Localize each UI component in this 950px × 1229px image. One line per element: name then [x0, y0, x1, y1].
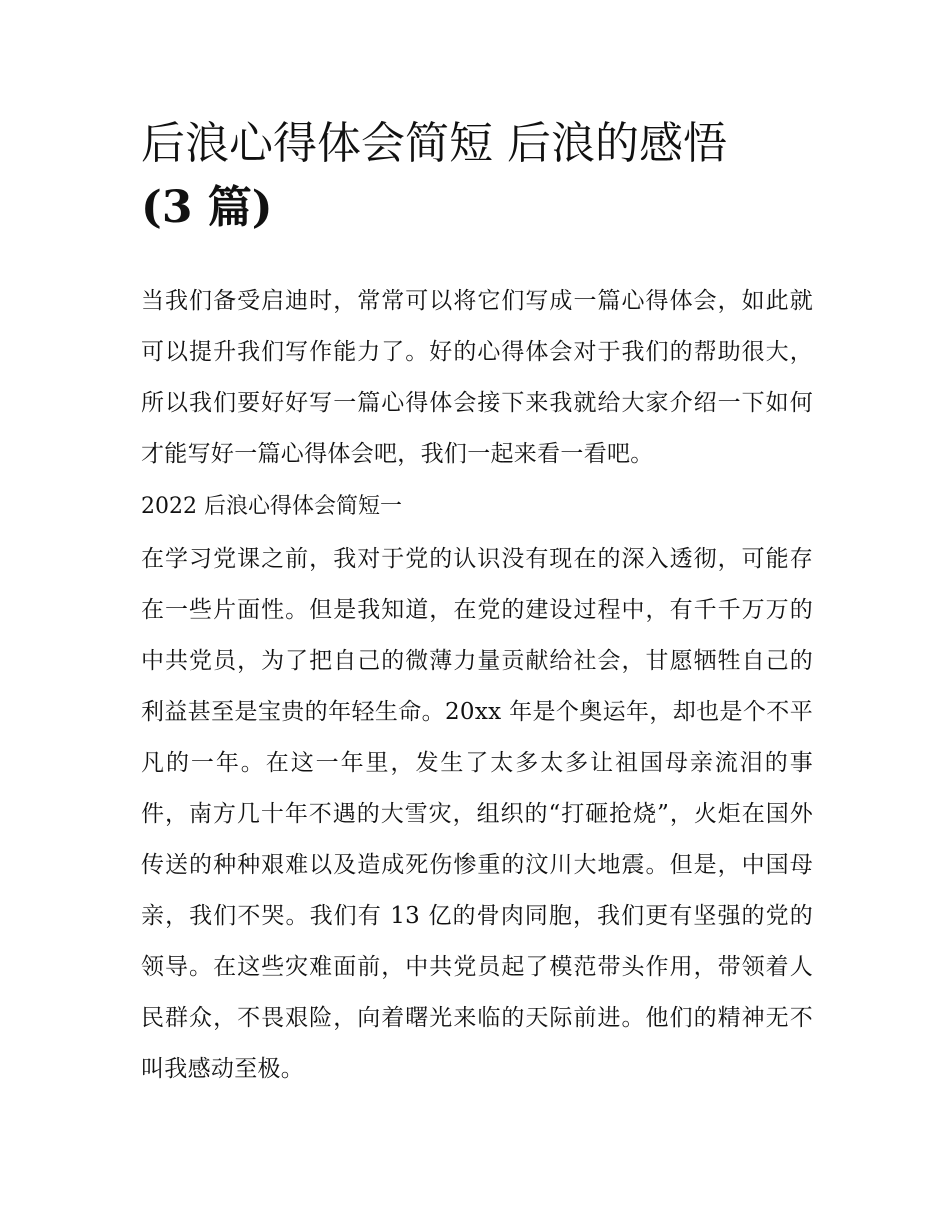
document-content: [141, 112, 813, 1095]
title-line-2: (3 篇): [141, 182, 273, 233]
title-line-1: 后浪心得体会简短 后浪的感悟: [141, 118, 727, 169]
intro-paragraph: 当我们备受启迪时，常常可以将它们写成一篇心得体会，如此就可以提升我们写作能力了。好的心得体会对于我们的帮助很大，所以我们要好好写一篇心得体会接下来我就给大家介绍一下如何才能写好一篇心得体会吧，我们一起来看一看吧。: [141, 288, 813, 467]
document-title: [141, 112, 813, 250]
section-heading: 2022 后浪心得体会简短一: [141, 494, 402, 519]
section-paragraph: 在学习党课之前，我对于党的认识没有现在的深入透彻，可能存在一些片面性。但是我知道，在党的建设过程中，有千千万万的中共党员，为了把自己的微薄力量贡献给社会，甘愿牺牲自己的利益甚至是宝贵的年轻生命。20xx 年是个奥运年，却也是个不平凡的一年。在这一年里，发生了太多太多让祖国母亲流泪的事件，南方几十年不遇的大雪灾，组织的“打砸抢烧”，火炬在国外传送的种种艰难以及造成死伤惨重的汶川大地震。但是，中国母亲，我们不哭。我们有 13 亿的骨肉同胞，我们更有坚强的党的领导。在这些灾难面前，中共党员起了模范带头作用，带领着人民群众，不畏艰险，向着曙光来临的天际前进。他们的精神无不叫我感动至极。: [141, 546, 813, 1082]
